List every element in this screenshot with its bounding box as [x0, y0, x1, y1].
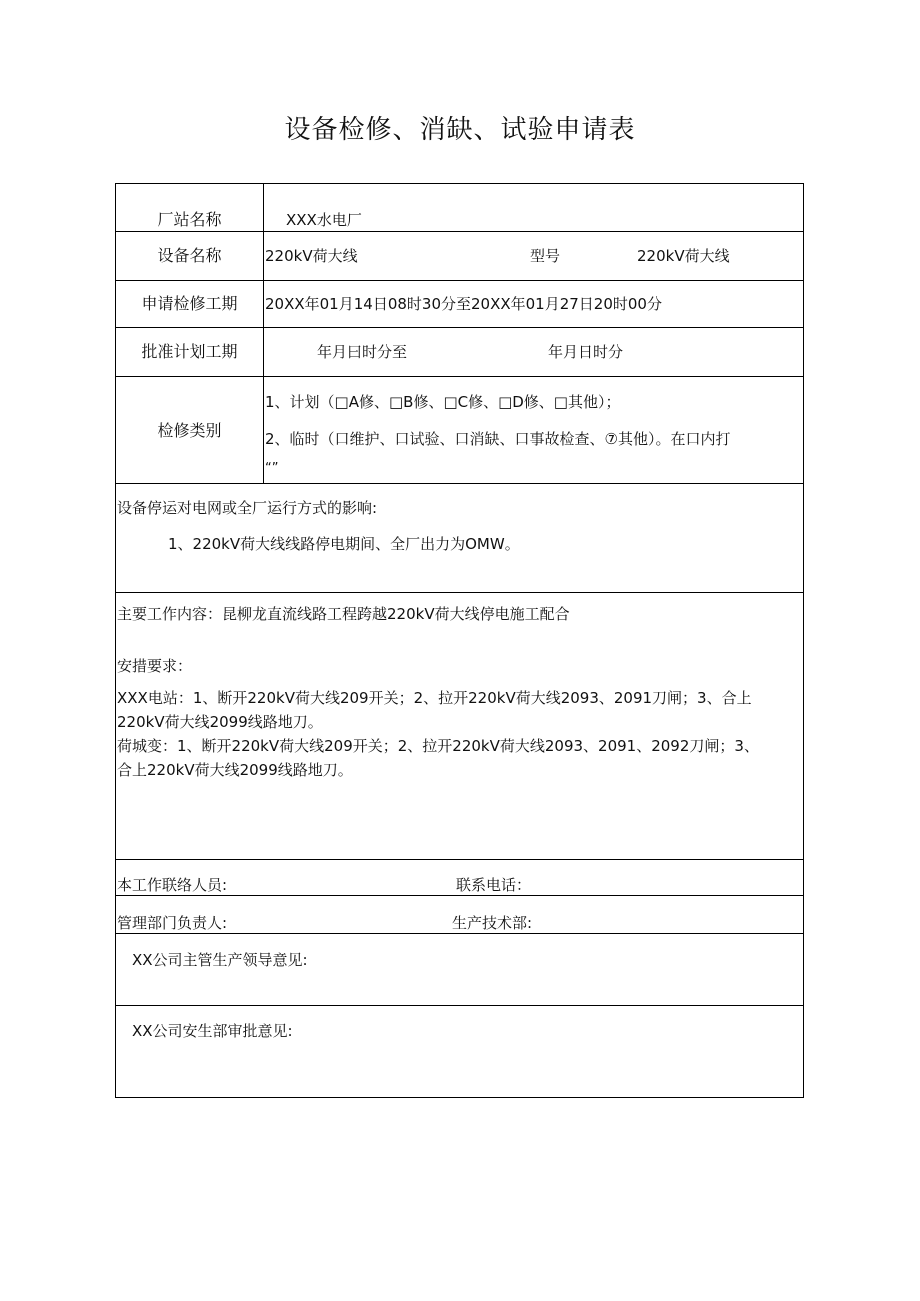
contact-phone-label: 联系电话： — [456, 876, 532, 894]
manager-label: 管理部门负责人: — [117, 914, 228, 932]
row-divider — [116, 483, 803, 484]
impact-heading: 设备停运对电网或全厂运行方式的影响: — [117, 499, 378, 517]
model-label: 型号 — [530, 247, 561, 265]
substation-requirements — [117, 734, 801, 782]
equipment-value: 220kV荷大线 — [265, 247, 358, 265]
maintenance-type-quote-mark: “” — [265, 461, 279, 476]
approve-period-end: 年月日时分 — [548, 343, 624, 361]
production-tech-dept-label: 生产技术部: — [452, 914, 533, 932]
production-leader-opinion-label: XX公司主管生产领导意见: — [132, 951, 308, 969]
substation-requirements-line: 合上220kV荷大线2099线路地刀。 — [117, 761, 353, 779]
station-label: 厂站名称 — [157, 210, 222, 229]
model-value: 220kV荷大线 — [637, 247, 730, 265]
approve-period-label: 批准计划工期 — [141, 342, 238, 361]
maintenance-type-label: 检修类别 — [157, 421, 222, 440]
page-title: 设备检修、消缺、试验申请表 — [284, 115, 636, 145]
row-divider — [116, 895, 803, 896]
substation-requirements-line: 荷城变：1、断开220kV荷大线209开关；2、拉开220kV荷大线2093、2091、2092刀闸；3、 — [117, 737, 759, 755]
row-divider — [116, 933, 803, 934]
row-divider — [116, 376, 803, 377]
contact-person-label: 本工作联络人员: — [117, 876, 228, 894]
station-requirements-line: XXX电站：1、断开220kV荷大线209开关；2、拉开220kV荷大线2093、2091刀闸；3、合上 — [117, 689, 752, 707]
approve-period-start: 年月曰时分至 — [317, 343, 408, 361]
station-requirements — [117, 686, 801, 734]
row-divider — [116, 280, 803, 281]
safety-requirements-heading: 安措要求： — [117, 657, 193, 675]
row-divider — [116, 859, 803, 860]
maintenance-type-temporary: 2、临时（口维护、口试验、口消缺、口事故检查、⑦其他）。在口内打 — [265, 430, 731, 448]
station-requirements-line: 220kV荷大线2099线路地刀。 — [117, 713, 323, 731]
row-divider — [116, 1005, 803, 1006]
row-divider — [116, 231, 803, 232]
label-column-divider — [263, 184, 264, 484]
station-value: XXX水电厂 — [286, 211, 362, 229]
equipment-label: 设备名称 — [157, 246, 222, 265]
row-divider — [116, 592, 803, 593]
apply-period-value: 20XX年01月14日08时30分至20XX年01月27日20时00分 — [265, 295, 662, 313]
maintenance-type-plan: 1、计划（□A修、□B修、□C修、□D修、□其他）； — [265, 393, 621, 411]
row-divider — [116, 327, 803, 328]
main-work-content: 主要工作内容：昆柳龙直流线路工程跨越220kV荷大线停电施工配合 — [117, 605, 570, 623]
application-form-table — [115, 183, 804, 1098]
apply-period-label: 申请检修工期 — [141, 294, 238, 313]
impact-item: 1、220kV荷大线线路停电期间、全厂出力为OMW。 — [168, 535, 520, 553]
safety-dept-opinion-label: XX公司安生部审批意见: — [132, 1022, 293, 1040]
